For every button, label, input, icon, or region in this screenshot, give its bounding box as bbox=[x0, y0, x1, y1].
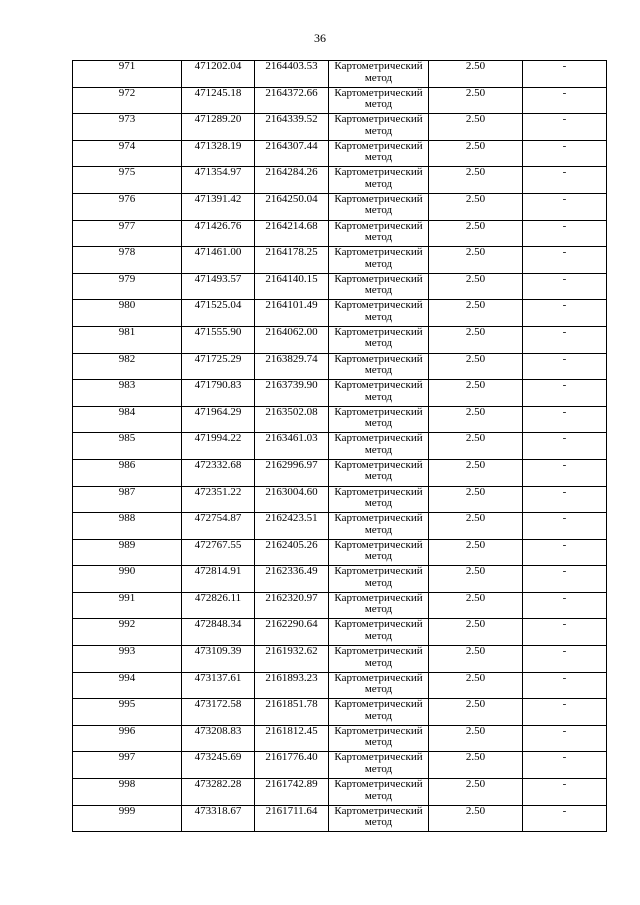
table-row bbox=[73, 433, 607, 460]
precision-cell: 2.50 bbox=[429, 805, 523, 832]
y-coordinate-cell: 2162290.64 bbox=[255, 619, 329, 646]
y-coordinate-cell: 2163739.90 bbox=[255, 380, 329, 407]
note-cell: - bbox=[523, 247, 607, 274]
x-coordinate-cell: 471202.04 bbox=[182, 61, 255, 88]
point-number-cell: 992 bbox=[73, 619, 182, 646]
note-cell: - bbox=[523, 619, 607, 646]
x-coordinate-cell: 471790.83 bbox=[182, 380, 255, 407]
method-cell: Картометрический метод bbox=[329, 326, 429, 353]
point-number-cell: 980 bbox=[73, 300, 182, 327]
point-number-cell: 991 bbox=[73, 592, 182, 619]
point-number-cell: 997 bbox=[73, 752, 182, 779]
precision-cell: 2.50 bbox=[429, 592, 523, 619]
table-row bbox=[73, 380, 607, 407]
method-cell: Картометрический метод bbox=[329, 61, 429, 88]
precision-cell: 2.50 bbox=[429, 779, 523, 806]
coordinates-table bbox=[72, 60, 607, 832]
y-coordinate-cell: 2164140.15 bbox=[255, 273, 329, 300]
note-cell: - bbox=[523, 779, 607, 806]
y-coordinate-cell: 2164372.66 bbox=[255, 87, 329, 114]
note-cell: - bbox=[523, 380, 607, 407]
point-number-cell: 971 bbox=[73, 61, 182, 88]
x-coordinate-cell: 472814.91 bbox=[182, 566, 255, 593]
table-row bbox=[73, 114, 607, 141]
precision-cell: 2.50 bbox=[429, 167, 523, 194]
precision-cell: 2.50 bbox=[429, 433, 523, 460]
note-cell: - bbox=[523, 752, 607, 779]
point-number-cell: 978 bbox=[73, 247, 182, 274]
precision-cell: 2.50 bbox=[429, 672, 523, 699]
precision-cell: 2.50 bbox=[429, 353, 523, 380]
note-cell: - bbox=[523, 672, 607, 699]
x-coordinate-cell: 471493.57 bbox=[182, 273, 255, 300]
precision-cell: 2.50 bbox=[429, 752, 523, 779]
point-number-cell: 975 bbox=[73, 167, 182, 194]
point-number-cell: 987 bbox=[73, 486, 182, 513]
method-cell: Картометрический метод bbox=[329, 539, 429, 566]
y-coordinate-cell: 2163502.08 bbox=[255, 406, 329, 433]
method-cell: Картометрический метод bbox=[329, 592, 429, 619]
note-cell: - bbox=[523, 486, 607, 513]
point-number-cell: 976 bbox=[73, 193, 182, 220]
y-coordinate-cell: 2164250.04 bbox=[255, 193, 329, 220]
point-number-cell: 996 bbox=[73, 725, 182, 752]
x-coordinate-cell: 471426.76 bbox=[182, 220, 255, 247]
note-cell: - bbox=[523, 326, 607, 353]
note-cell: - bbox=[523, 539, 607, 566]
table-row bbox=[73, 672, 607, 699]
precision-cell: 2.50 bbox=[429, 61, 523, 88]
y-coordinate-cell: 2162320.97 bbox=[255, 592, 329, 619]
note-cell: - bbox=[523, 167, 607, 194]
precision-cell: 2.50 bbox=[429, 699, 523, 726]
precision-cell: 2.50 bbox=[429, 273, 523, 300]
y-coordinate-cell: 2164101.49 bbox=[255, 300, 329, 327]
note-cell: - bbox=[523, 566, 607, 593]
precision-cell: 2.50 bbox=[429, 300, 523, 327]
method-cell: Картометрический метод bbox=[329, 433, 429, 460]
y-coordinate-cell: 2161851.78 bbox=[255, 699, 329, 726]
method-cell: Картометрический метод bbox=[329, 380, 429, 407]
method-cell: Картометрический метод bbox=[329, 805, 429, 832]
x-coordinate-cell: 473109.39 bbox=[182, 646, 255, 673]
page-number: 36 bbox=[314, 31, 326, 45]
table-row bbox=[73, 61, 607, 88]
table-row bbox=[73, 353, 607, 380]
method-cell: Картометрический метод bbox=[329, 672, 429, 699]
note-cell: - bbox=[523, 87, 607, 114]
table-row bbox=[73, 805, 607, 832]
method-cell: Картометрический метод bbox=[329, 459, 429, 486]
x-coordinate-cell: 471555.90 bbox=[182, 326, 255, 353]
coordinates-table-body bbox=[73, 61, 607, 832]
note-cell: - bbox=[523, 406, 607, 433]
point-number-cell: 988 bbox=[73, 513, 182, 540]
method-cell: Картометрический метод bbox=[329, 725, 429, 752]
note-cell: - bbox=[523, 353, 607, 380]
table-row bbox=[73, 779, 607, 806]
point-number-cell: 999 bbox=[73, 805, 182, 832]
precision-cell: 2.50 bbox=[429, 725, 523, 752]
point-number-cell: 972 bbox=[73, 87, 182, 114]
note-cell: - bbox=[523, 725, 607, 752]
point-number-cell: 974 bbox=[73, 140, 182, 167]
method-cell: Картометрический метод bbox=[329, 114, 429, 141]
x-coordinate-cell: 473172.58 bbox=[182, 699, 255, 726]
point-number-cell: 979 bbox=[73, 273, 182, 300]
note-cell: - bbox=[523, 300, 607, 327]
precision-cell: 2.50 bbox=[429, 566, 523, 593]
x-coordinate-cell: 472848.34 bbox=[182, 619, 255, 646]
point-number-cell: 998 bbox=[73, 779, 182, 806]
x-coordinate-cell: 471289.20 bbox=[182, 114, 255, 141]
y-coordinate-cell: 2161711.64 bbox=[255, 805, 329, 832]
method-cell: Картометрический метод bbox=[329, 779, 429, 806]
note-cell: - bbox=[523, 646, 607, 673]
precision-cell: 2.50 bbox=[429, 87, 523, 114]
point-number-cell: 990 bbox=[73, 566, 182, 593]
precision-cell: 2.50 bbox=[429, 140, 523, 167]
x-coordinate-cell: 472754.87 bbox=[182, 513, 255, 540]
method-cell: Картометрический метод bbox=[329, 193, 429, 220]
x-coordinate-cell: 471461.00 bbox=[182, 247, 255, 274]
method-cell: Картометрический метод bbox=[329, 619, 429, 646]
x-coordinate-cell: 472332.68 bbox=[182, 459, 255, 486]
point-number-cell: 994 bbox=[73, 672, 182, 699]
method-cell: Картометрический метод bbox=[329, 300, 429, 327]
x-coordinate-cell: 471994.22 bbox=[182, 433, 255, 460]
y-coordinate-cell: 2161893.23 bbox=[255, 672, 329, 699]
table-row bbox=[73, 486, 607, 513]
precision-cell: 2.50 bbox=[429, 247, 523, 274]
x-coordinate-cell: 473137.61 bbox=[182, 672, 255, 699]
method-cell: Картометрический метод bbox=[329, 353, 429, 380]
precision-cell: 2.50 bbox=[429, 193, 523, 220]
note-cell: - bbox=[523, 220, 607, 247]
x-coordinate-cell: 471391.42 bbox=[182, 193, 255, 220]
table-row bbox=[73, 539, 607, 566]
method-cell: Картометрический метод bbox=[329, 646, 429, 673]
method-cell: Картометрический метод bbox=[329, 486, 429, 513]
note-cell: - bbox=[523, 114, 607, 141]
point-number-cell: 985 bbox=[73, 433, 182, 460]
precision-cell: 2.50 bbox=[429, 406, 523, 433]
y-coordinate-cell: 2162996.97 bbox=[255, 459, 329, 486]
y-coordinate-cell: 2164214.68 bbox=[255, 220, 329, 247]
table-row bbox=[73, 406, 607, 433]
method-cell: Картометрический метод bbox=[329, 566, 429, 593]
table-row bbox=[73, 592, 607, 619]
y-coordinate-cell: 2164284.26 bbox=[255, 167, 329, 194]
precision-cell: 2.50 bbox=[429, 380, 523, 407]
table-row bbox=[73, 167, 607, 194]
table-row bbox=[73, 87, 607, 114]
precision-cell: 2.50 bbox=[429, 114, 523, 141]
point-number-cell: 986 bbox=[73, 459, 182, 486]
method-cell: Картометрический метод bbox=[329, 752, 429, 779]
note-cell: - bbox=[523, 193, 607, 220]
y-coordinate-cell: 2162336.49 bbox=[255, 566, 329, 593]
table-row bbox=[73, 619, 607, 646]
x-coordinate-cell: 471964.29 bbox=[182, 406, 255, 433]
point-number-cell: 989 bbox=[73, 539, 182, 566]
precision-cell: 2.50 bbox=[429, 646, 523, 673]
note-cell: - bbox=[523, 513, 607, 540]
precision-cell: 2.50 bbox=[429, 539, 523, 566]
point-number-cell: 983 bbox=[73, 380, 182, 407]
method-cell: Картометрический метод bbox=[329, 406, 429, 433]
x-coordinate-cell: 471725.29 bbox=[182, 353, 255, 380]
method-cell: Картометрический метод bbox=[329, 699, 429, 726]
table-row bbox=[73, 646, 607, 673]
precision-cell: 2.50 bbox=[429, 459, 523, 486]
y-coordinate-cell: 2163461.03 bbox=[255, 433, 329, 460]
note-cell: - bbox=[523, 699, 607, 726]
note-cell: - bbox=[523, 805, 607, 832]
method-cell: Картометрический метод bbox=[329, 167, 429, 194]
precision-cell: 2.50 bbox=[429, 220, 523, 247]
table-row bbox=[73, 273, 607, 300]
table-row bbox=[73, 140, 607, 167]
x-coordinate-cell: 471245.18 bbox=[182, 87, 255, 114]
method-cell: Картометрический метод bbox=[329, 273, 429, 300]
note-cell: - bbox=[523, 459, 607, 486]
method-cell: Картометрический метод bbox=[329, 220, 429, 247]
table-row bbox=[73, 459, 607, 486]
method-cell: Картометрический метод bbox=[329, 140, 429, 167]
y-coordinate-cell: 2162423.51 bbox=[255, 513, 329, 540]
y-coordinate-cell: 2161812.45 bbox=[255, 725, 329, 752]
y-coordinate-cell: 2164403.53 bbox=[255, 61, 329, 88]
table-row bbox=[73, 699, 607, 726]
table-row bbox=[73, 247, 607, 274]
point-number-cell: 984 bbox=[73, 406, 182, 433]
table-row bbox=[73, 193, 607, 220]
point-number-cell: 993 bbox=[73, 646, 182, 673]
x-coordinate-cell: 473245.69 bbox=[182, 752, 255, 779]
table-row bbox=[73, 220, 607, 247]
note-cell: - bbox=[523, 140, 607, 167]
note-cell: - bbox=[523, 592, 607, 619]
table-row bbox=[73, 513, 607, 540]
y-coordinate-cell: 2164339.52 bbox=[255, 114, 329, 141]
x-coordinate-cell: 471354.97 bbox=[182, 167, 255, 194]
table-row bbox=[73, 300, 607, 327]
x-coordinate-cell: 471525.04 bbox=[182, 300, 255, 327]
y-coordinate-cell: 2162405.26 bbox=[255, 539, 329, 566]
x-coordinate-cell: 472351.22 bbox=[182, 486, 255, 513]
y-coordinate-cell: 2164178.25 bbox=[255, 247, 329, 274]
table-row bbox=[73, 326, 607, 353]
point-number-cell: 973 bbox=[73, 114, 182, 141]
y-coordinate-cell: 2163004.60 bbox=[255, 486, 329, 513]
point-number-cell: 977 bbox=[73, 220, 182, 247]
y-coordinate-cell: 2164307.44 bbox=[255, 140, 329, 167]
precision-cell: 2.50 bbox=[429, 513, 523, 540]
table-row bbox=[73, 566, 607, 593]
point-number-cell: 995 bbox=[73, 699, 182, 726]
y-coordinate-cell: 2161742.89 bbox=[255, 779, 329, 806]
y-coordinate-cell: 2163829.74 bbox=[255, 353, 329, 380]
note-cell: - bbox=[523, 273, 607, 300]
table-row bbox=[73, 725, 607, 752]
note-cell: - bbox=[523, 61, 607, 88]
note-cell: - bbox=[523, 433, 607, 460]
precision-cell: 2.50 bbox=[429, 326, 523, 353]
method-cell: Картометрический метод bbox=[329, 513, 429, 540]
precision-cell: 2.50 bbox=[429, 619, 523, 646]
x-coordinate-cell: 473282.28 bbox=[182, 779, 255, 806]
y-coordinate-cell: 2161932.62 bbox=[255, 646, 329, 673]
x-coordinate-cell: 472767.55 bbox=[182, 539, 255, 566]
method-cell: Картометрический метод bbox=[329, 247, 429, 274]
table-row bbox=[73, 752, 607, 779]
x-coordinate-cell: 471328.19 bbox=[182, 140, 255, 167]
point-number-cell: 981 bbox=[73, 326, 182, 353]
precision-cell: 2.50 bbox=[429, 486, 523, 513]
x-coordinate-cell: 472826.11 bbox=[182, 592, 255, 619]
point-number-cell: 982 bbox=[73, 353, 182, 380]
y-coordinate-cell: 2161776.40 bbox=[255, 752, 329, 779]
y-coordinate-cell: 2164062.00 bbox=[255, 326, 329, 353]
x-coordinate-cell: 473208.83 bbox=[182, 725, 255, 752]
x-coordinate-cell: 473318.67 bbox=[182, 805, 255, 832]
method-cell: Картометрический метод bbox=[329, 87, 429, 114]
